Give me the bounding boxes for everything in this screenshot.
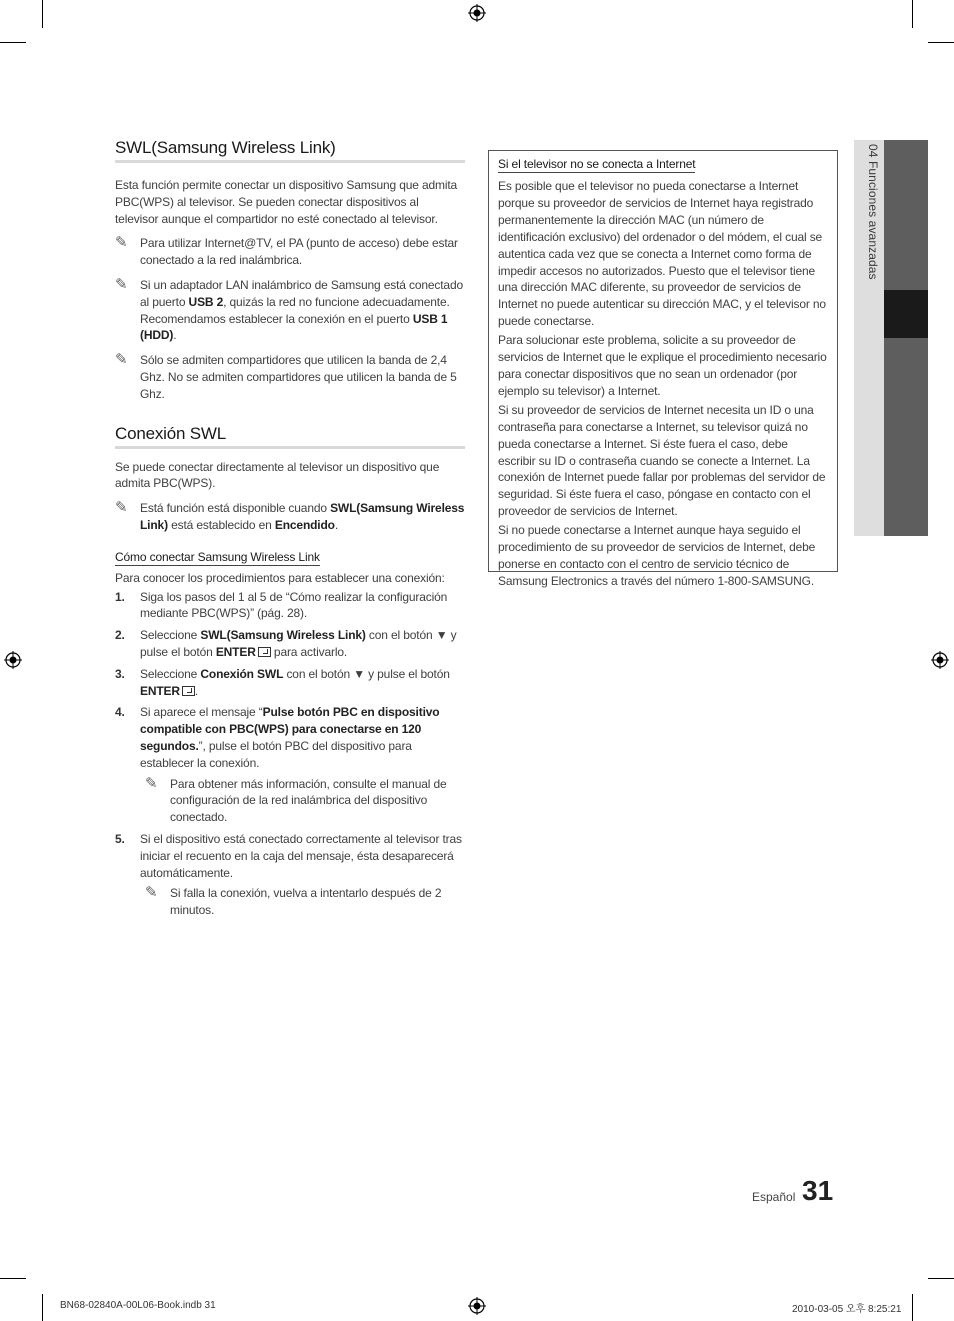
steps-list — [115, 589, 465, 919]
chapter-tab-label: 04 Funciones avanzadas — [866, 144, 880, 280]
step-note: ✎ Para obtener más información, consulte el manual de configuración de la red inalámbrica del dispositivo conectado. — [145, 774, 447, 825]
box-paragraph: Para solucionar este problema, solicite a su proveedor de servicios de Internet que le explique el procedimiento necesario para conectar dispositivos que no sean un ordenador (por ejemplo su televisor) a Internet. — [498, 333, 827, 398]
box-paragraph: Si no puede conectarse a Internet aunque haya seguido el procedimiento de su proveedor de servicios de Internet, debe ponerse en contacto con el centro de servicio técnico de Samsung Electronics a través del número 1-800-SAMSUNG. — [498, 523, 816, 588]
chapter-tab-marker — [884, 290, 928, 338]
footer-file-info: BN68-02840A-00L06-Book.indb 31 — [60, 1300, 216, 1311]
step-item: 4. Si aparece el mensaje “Pulse botón PBC en dispositivo compatible con PBC(WPS) para conectarse en 120 segundos.”, pulse el botón PBC del dispositivo para establecer la conexión. ✎ Para obtener más información, consulte el manual de configuración de la red inalámbrica del dispositivo conectado. — [115, 704, 465, 826]
box-paragraph: Si su proveedor de servicios de Internet necesita un ID o una contraseña para conectarse a Internet, su televisor quizá no pueda conectarse a Internet. Si éste fuera el caso, debe escribir su ID o contraseña cuando se conecte a Internet. La conexión de Internet puede fallar por problemas del servidor de seguridad. Si éste fuera el caso, póngase en contacto con el proveedor de servicios de Internet. — [498, 402, 826, 519]
pencil-note-icon: ✎ — [115, 275, 128, 293]
step-item: 5. Si el dispositivo está conectado correctamente al televisor tras iniciar el recuento en la caja del mensaje, ésta desaparecerá automáticamente. ✎ Si falla la conexión, vuelva a intentarlo después de 2 minutos. — [115, 831, 465, 919]
pencil-note-icon: ✎ — [115, 499, 128, 517]
enter-icon — [182, 686, 195, 696]
footer-language: Español — [752, 1190, 796, 1204]
registration-mark-icon — [468, 1297, 486, 1315]
box-paragraph: Es posible que el televisor no pueda conectarse a Internet porque su proveedor de servicios de Internet haya registrado permanentemente la dirección MAC (un número de identificación exclusivo) del ordenador o del módem, el cual se autentica cada vez que se conecta a Internet como forma de impedir accesos no autorizados. Puesto que el televisor tiene una dirección MAC diferente, su proveedor de servicios de Internet no puede autenticar su dirección MAC, y el televisor no puede conectarse. — [498, 179, 826, 329]
note-band: ✎ Sólo se admiten compartidores que utilicen la banda de 2,4 Ghz. No se admiten compartidores que utilicen la banda de 5 Ghz. — [115, 351, 457, 401]
crop-mark — [42, 1294, 43, 1321]
pencil-note-icon: ✎ — [115, 234, 128, 252]
section-title-conexion: Conexión SWL — [115, 424, 465, 449]
pencil-note-icon: ✎ — [145, 884, 158, 902]
page-number: 31 — [802, 1175, 834, 1206]
left-column — [115, 138, 465, 919]
step-item: 2. Seleccione SWL(Samsung Wireless Link) con el botón ▼ y pulse el botón ENTER para activarlo. — [115, 628, 457, 659]
swl-intro: Esta función permite conectar un dispositivo Samsung que admita PBC(WPS) al televisor. Se pueden conectar dispositivos al televisor aunque el compartidor no esté conectado al televisor. — [115, 178, 458, 226]
subheading-how-to: Cómo conectar Samsung Wireless Link — [115, 549, 320, 564]
pencil-note-icon: ✎ — [115, 351, 128, 369]
crop-mark — [0, 1278, 26, 1279]
crop-mark — [912, 0, 913, 28]
conexion-intro: Se puede conectar directamente al televisor un dispositivo que admita PBC(WPS). — [115, 459, 440, 491]
section-title-swl: SWL(Samsung Wireless Link) — [115, 138, 465, 163]
registration-mark-icon — [468, 4, 486, 22]
step-item: 3. Seleccione Conexión SWL con el botón ▼ y pulse el botón ENTER . — [115, 666, 450, 698]
crop-mark — [912, 1294, 913, 1321]
registration-mark-icon — [931, 651, 949, 669]
chapter-tab-bar — [884, 140, 928, 536]
note-availability: ✎ Está función está disponible cuando SWL(Samsung Wireless Link) está establecido en Encendido. — [115, 499, 465, 532]
note-internet-tv: ✎ Para utilizar Internet@TV, el PA (punto de acceso) debe estar conectado a la red inalámbrica. — [115, 234, 458, 268]
steps-lead: Para conocer los procedimientos para establecer una conexión: — [115, 570, 445, 585]
crop-mark — [928, 42, 954, 43]
step-note: ✎ Si falla la conexión, vuelva a intentarlo después de 2 minutos. — [145, 884, 442, 918]
crop-mark — [42, 0, 43, 28]
pencil-note-icon: ✎ — [145, 774, 158, 792]
registration-mark-icon — [4, 651, 22, 669]
box-title: Si el televisor no se conecta a Internet — [498, 157, 696, 171]
crop-mark — [0, 42, 26, 43]
enter-icon — [258, 647, 271, 657]
note-usb-port: ✎ Si un adaptador LAN inalámbrico de Samsung está conectado al puerto USB 2, quizás la red no funcione adecuadamente. Recomendamos establecer la conexión en el puerto USB 1 (HDD). — [115, 275, 463, 343]
troubleshooting-box — [488, 150, 838, 588]
footer-timestamp: 2010-03-05 오후 8:25:21 — [792, 1304, 902, 1315]
crop-mark — [928, 1278, 954, 1279]
step-item: 1. Siga los pasos del 1 al 5 de “Cómo realizar la configuración mediante PBC(WPS)” (pág. 28). — [115, 589, 448, 621]
